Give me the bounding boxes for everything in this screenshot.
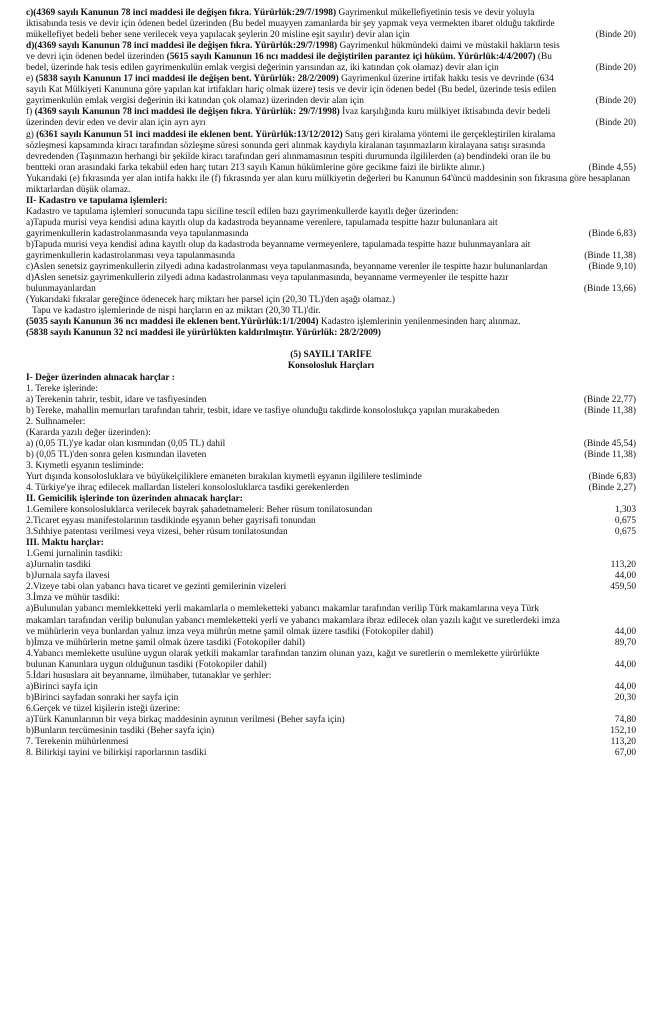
clause-e-ref: (5838 sayılı Kanunun 17 inci maddesi ile değişen bent. Yürürlük: 28/2/2009) <box>35 74 339 85</box>
tariff-row-value: 74,80 <box>614 714 636 725</box>
section-ii-intro: Kadastro ve tapulama işlemleri sonucunda tapu siciline tescil edilen bazı gayrimenkullerde kayıtlı değer üzerinden: <box>26 206 459 217</box>
tariff-row-value: (Binde 11,38) <box>584 405 636 416</box>
tariff-row <box>26 582 636 593</box>
tariff-row <box>26 682 636 693</box>
tariff-row-text: b)Jurnala sayfa ilavesi <box>26 571 110 582</box>
section-ii-item-rate: (Binde 11,38) <box>584 251 636 262</box>
document-page <box>26 8 636 759</box>
tariff-row-text: 4. Türkiye'ye ihraç edilecek mallardan listeleri konsolosluklarca tasdiki gerekenlerden <box>26 482 350 493</box>
tariff-row <box>26 715 636 726</box>
tariff-row-text: 2. Sulhnameler: <box>26 416 86 427</box>
tariff-row-text: 7. Terekenin mühürlenmesi <box>26 737 129 748</box>
tariff-row <box>26 726 636 737</box>
clause-d-text2: (Bu bedel, üzerinde hak tesis edilen gayrimenkulün emlak vergisi değerinin yarısından az, iki katından çok olamaz) devir alan için <box>26 52 552 74</box>
tarife-title: (5) SAYILI TARİFE <box>290 350 372 361</box>
tariff-row-text: 4.Yabancı memlekette usulüne uygun olarak yetkili makamlar tarafından tanzim olunan yazı, kağıt ve suretlerin o memlekette yürürlükte bulunan Kanunlara uygun olduğunun tasdiki (Fotokopiler dahil) <box>26 648 540 670</box>
tariff-row-text: 3. Kıymetli eşyanın tesliminde: <box>26 460 144 471</box>
section-ii-item-text: d)Aslen senetsiz gayrimenkullerin zilyedi adına kadastrolanması veya tapulanmasında, beyanname vermeyenler ile tespitte hazır bulunmayanlardan <box>26 273 509 295</box>
tariff-row-value: 0,675 <box>614 516 636 527</box>
clause-e-text: Gayrimenkul üzerine irtifak hakkı tesis ve devrinde (634 sayılı Kat Mülkiyeti Kanununa göre yapılan kat irtifakları hariç olmak üzere) tesis ve devir için ödenen bedel (Bu bedel, üzerinde tesis edilen gayrimenkulün emlak vergisi değerinin iki katından çok olamaz) üzerinden devir alan için <box>26 74 557 107</box>
tariff-row-value: 152,10 <box>610 726 636 736</box>
tariff-row-value: (Binde 2,27) <box>588 482 636 493</box>
tariff-row <box>26 571 636 582</box>
section-ii-item <box>26 273 636 295</box>
tariff-row-text: 1.Gemi jurnalinin tasdiki: <box>26 549 123 560</box>
section-ii-item <box>26 240 636 262</box>
tariff-row-value: 44,00 <box>614 659 636 670</box>
clause-d-ref2: (5615 sayılı Kanunun 16 ncı maddesi ile değiştirilen parantez içi hüküm. Yürürlük:4/4/2007) <box>164 52 536 63</box>
tariff-row-value: 89,70 <box>614 637 636 648</box>
note-a: Yukarıdaki (e) fıkrasında yer alan intifa hakkı ile (f) fıkrasında yer alan kuru mülkiyetin değerleri bu Kanunun 64'üncü maddesinin son fıkrasına göre hesaplanan miktarlardan düşük olamaz. <box>26 173 631 195</box>
tariff-row <box>26 704 636 715</box>
section-ii-title: II- Kadastro ve tapulama işlemleri: <box>26 195 168 206</box>
tariff-row <box>26 638 636 649</box>
clause-g <box>26 130 636 174</box>
clause-e <box>26 74 636 107</box>
tariff-row <box>26 395 636 406</box>
tariff-row-text: 2.Ticaret eşyası manifestolarının tasdikinde eşyanın beher gayrisafi tonundan <box>26 516 316 527</box>
tariff-row-value: 44,00 <box>614 681 636 692</box>
tariff-row <box>26 505 636 516</box>
clause-d-ref: d)(4369 sayılı Kanunun 78 inci maddesi ile değişen fıkra. Yürürlük:29/7/1998) <box>26 41 338 52</box>
clause-f-pre: f) <box>26 107 35 118</box>
note-b3-ref: (5035 sayılı Kanunun 36 ncı maddesi ile eklenen bent.Yürürlük:1/1/2004) <box>26 317 319 328</box>
tariff-row <box>26 593 636 604</box>
clause-e-rate: (Binde 20) <box>595 96 636 107</box>
section-ii-item-text: c)Aslen senetsiz gayrimenkullerin zilyedi adına kadastrolanması veya tapulanmasında, beyanname verenler ile tespitte hazır bulunanlardan <box>26 262 548 273</box>
clause-f-text: İvaz karşılığında kuru mülkiyet iktisabında devir bedeli üzerinden devir eden ve devir alan için ayrı ayrı <box>26 107 551 129</box>
tariff-row <box>26 439 636 450</box>
tariff-row-text: b) (0,05 TL)'den sonra gelen kısmından ilaveten <box>26 449 207 460</box>
tariff-row-value: 113,20 <box>610 560 636 571</box>
tariff-row-text: 5.İdari hususlara ait beyanname, ilmühaber, tutanaklar ve şerhler: <box>26 670 272 681</box>
section-ii-item-text: b)Tapuda murisi veya kendisi adına kayıtlı olup da kadastroda beyanname vermeyenlere, tapulamada tespitte hazır bulunmayanlara ait gayrimenkullerin kadastrolanması veya tapulanmasında <box>26 239 531 262</box>
tariff-row-value: (Binde 45,54) <box>583 438 636 449</box>
tariff-row <box>26 748 636 759</box>
clause-d-rate: (Binde 20) <box>595 63 636 74</box>
c1-title: I- Değer üzerinden alınacak harçlar : <box>26 372 175 383</box>
tariff-row <box>26 417 636 428</box>
tariff-row-value: (Binde 22,77) <box>583 394 636 405</box>
tariff-row-value: 44,00 <box>614 626 636 637</box>
clause-d <box>26 41 636 74</box>
note-b2: Tapu ve kadastro işlemlerinde de nispi harçların en az miktarı (20,30 TL)'dir. <box>32 306 321 317</box>
tariff-row <box>26 737 636 748</box>
c3-title: III. Maktu harçlar: <box>26 538 104 549</box>
clause-g-rate: (Binde 4,55) <box>588 162 636 173</box>
tariff-row-value: 44,00 <box>614 571 636 582</box>
tariff-row-text: 1. Tereke işlerinde: <box>26 383 98 394</box>
tariff-row-text: 6.Gerçek ve tüzel kişilerin isteği üzerine: <box>26 703 181 714</box>
c2-title: II. Gemicilik işlerinde ton üzerinden alınacak harçlar: <box>26 494 243 505</box>
tariff-row-text: 1.Gemilere konsolosluklarca verilecek bayrak şahadetnameleri: Beher rüsum tonilatosundan <box>26 505 373 516</box>
tariff-row-value: (Binde 11,38) <box>584 449 636 460</box>
tariff-row <box>26 406 636 417</box>
tariff-row-text: Yurt dışında konsolosluklara ve büyükelçiliklere emaneten bırakılan kıymetli eşyanın ilgililere tesliminde <box>26 471 422 482</box>
tarife-subtitle: Konsolosluk Harçları <box>287 361 375 372</box>
clause-f-rate: (Binde 20) <box>595 118 636 129</box>
tariff-row <box>26 516 636 527</box>
tariff-row-value: 0,675 <box>614 527 636 538</box>
tariff-row-text: 3.Sıhhiye patentası verilmesi veya vizesi, beher rüsum tonilatosundan <box>26 527 288 538</box>
tariff-row-value: 20,30 <box>614 692 636 703</box>
tariff-row <box>26 549 636 560</box>
tariff-row-text: (Kararda yazılı değer üzerinden): <box>26 427 151 438</box>
tariff-row <box>26 560 636 571</box>
tariff-row <box>26 483 636 494</box>
clause-f <box>26 107 636 129</box>
clause-c-rate: (Binde 20) <box>595 30 636 41</box>
tariff-row-text: a)Bulunulan yabancı memlekketteki yerli makamlarla o memleketteki yabancı makamlar tarafından verilip Türk makamlarına veya Türk makamları tarafından verilip bulunulan yabancı memleketteki yerli ve yabancı makamlara ibraz edilecek olan yazılı kağıt ve suretlerdeki imza ve mühürlerin veya bunlardan yalnız imza veya mührün metne şamil olmak üzere tasdiki (Fotokopiler dahil) <box>26 604 560 637</box>
tariff-row-text: a)Türk Kanunlarının bir veya birkaç maddesinin aynının verilmesi (Beher sayfa için) <box>26 714 345 725</box>
section-ii-item <box>26 262 636 273</box>
clause-c-text: Gayrimenkul mükellefiyetinin tesis ve devir yoluyla iktisabında tesis ve devir için ödenen bedel üzerinden (Bu bedel muayyen zamanlarda bir şey yapmak veya vermekten ibaret olduğu takdirde mükellefiyet bedeli beher sene verilecek veya yapılacak şeylerin 20 misline eşit sayılır) devir alan için <box>26 8 555 41</box>
tariff-row <box>26 527 636 538</box>
section-ii-item-rate: (Binde 13,66) <box>583 284 636 295</box>
tariff-row <box>26 671 636 682</box>
tariff-row-value: 459,50 <box>610 582 636 593</box>
clause-c-ref: c)(4369 sayılı Kanunun 78 inci maddesi ile değişen fıkra. Yürürlük:29/7/1998) <box>26 8 337 18</box>
note-b3-text: Kadastro işlemlerinin yenilenmesinden harç alınmaz. <box>318 317 521 328</box>
tariff-row <box>26 384 636 395</box>
tariff-row <box>26 428 636 439</box>
clause-d-text: Gayrimenkul hükmündeki daimi ve müstakil hakların tesis ve devri için ödenen bedel üzerinden <box>26 41 560 63</box>
tariff-row <box>26 649 636 671</box>
tariff-row-text: a) (0,05 TL)'ye kadar olan kısmından (0,05 TL) dahil <box>26 438 226 449</box>
clause-g-pre: g) <box>26 129 37 140</box>
section-ii-item-text: a)Tapuda murisi veya kendisi adına kayıtlı olup da kadastroda beyanname verenlere, tapulamada tespitte hazır bulunanlara ait gayrimenkullerin kadastrolanmasında veya tapulanmasında <box>26 217 498 239</box>
section-ii-item-rate: (Binde 9,10) <box>588 262 636 273</box>
clause-g-text: Satış geri kiralama yöntemi ile gerçekleştirilen kiralama sözleşmesi kapsamında kiracı tarafından sözleşme süresi sonunda geri alınmak kaydıyla kiralanan taşınmazların kiralayana satışı sırasında devredenden (Taşınmazın herhangi bir şekilde kiracı tarafından geri alınmamasının tespiti durumunda ilgililerden (a) bendindeki oran ile bu bentteki oran arasındaki farka tekabül eden harç tutarı 213 sayılı Kanun hükümlerine göre gecikme faizi ile birlikte alınır.) <box>26 129 556 173</box>
tariff-row-text: 2.Vizeye tabi olan yabancı hava ticaret ve gezinti gemilerinin vizeleri <box>26 582 287 593</box>
tariff-row <box>26 604 636 637</box>
clause-f-ref: (4369 sayılı Kanunun 78 inci maddesi ile değişen fıkra. Yürürlük: 29/7/1998) <box>34 107 340 118</box>
note-b4: (5838 sayılı Kanunun 32 nci maddesi ile yürürlükten kaldırılmıştır. Yürürlük: 28/2/2009) <box>26 328 381 339</box>
tariff-row <box>26 461 636 472</box>
clause-g-ref: (6361 sayılı Kanunun 51 inci maddesi ile eklenen bent. Yürürlük:13/12/2012) <box>36 129 343 140</box>
tariff-row-text: a)Birinci sayfa için <box>26 681 98 692</box>
tariff-row-text: b)İmza ve mühürlerin metne şamil olmak üzere tasdiki (Fotokopiler dahil) <box>26 637 305 648</box>
tariff-row-text: a)Jurnalin tasdiki <box>26 560 91 571</box>
note-b1: (Yukarıdaki fıkralar gereğince ödenecek harç miktarı her parsel için (20,30 TL)'den aşağı olamaz.) <box>26 295 396 306</box>
tariff-row <box>26 693 636 704</box>
section-ii-item-rate: (Binde 6,83) <box>588 228 636 239</box>
tariff-row <box>26 472 636 483</box>
section-ii-item <box>26 218 636 240</box>
tariff-row-text: b)Birinci sayfadan sonraki her sayfa için <box>26 692 179 703</box>
tariff-row <box>26 450 636 461</box>
tariff-row-value: 67,00 <box>614 748 636 759</box>
tariff-row-text: 3.İmza ve mühür tasdiki: <box>26 593 120 604</box>
tariff-row-text: b)Bunların tercümesinin tasdiki (Beher sayfa için) <box>26 726 215 736</box>
tariff-row-value: 113,20 <box>610 737 636 748</box>
tariff-row-text: 8. Bilirkişi tayini ve bilirkişi raporlarının tasdiki <box>26 748 207 759</box>
tariff-row-value: 1,303 <box>614 505 636 516</box>
tariff-row-value: (Binde 6,83) <box>588 471 636 482</box>
tariff-row-text: a) Terekenin tahrir, tesbit, idare ve tasfiyesinden <box>26 394 207 405</box>
tariff-row-text: b) Tereke, mahallin memurları tarafından tahrir, tesbit, idare ve tasfiye olunduğu takdirde konsoloslukça yapılan murakabeden <box>26 405 500 416</box>
clause-e-pre: e) <box>26 74 36 85</box>
clause-c <box>26 8 636 41</box>
